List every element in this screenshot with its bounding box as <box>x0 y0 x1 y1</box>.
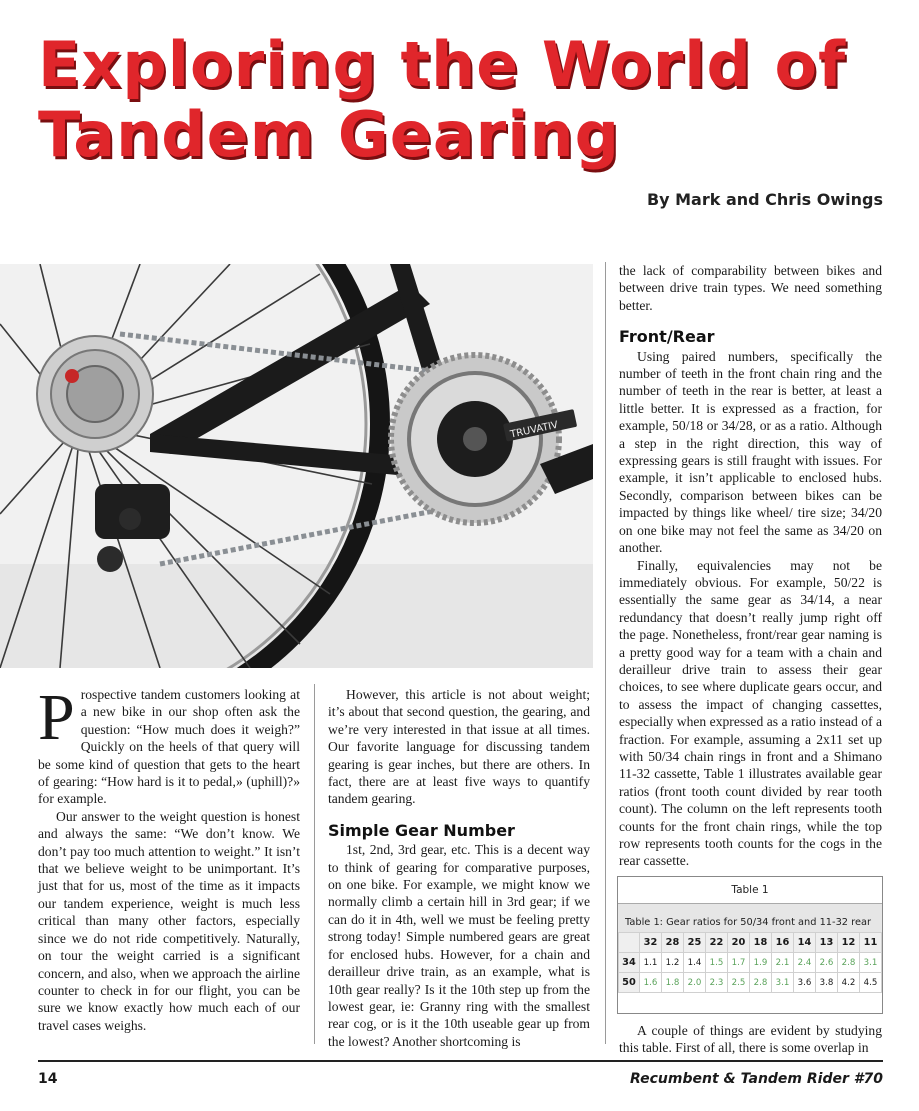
paragraph: the lack of comparability between bikes and between drive train types. We need something better. <box>619 263 882 313</box>
gear-ratio-table <box>617 876 883 1014</box>
cog-header: 32 <box>640 933 662 953</box>
section-heading: Simple Gear Number <box>328 820 515 840</box>
paragraph: Using paired numbers, specifically the number of teeth in the front chain ring and the number of teeth in the rear is better, at least a little better. It is expressed as a fraction, for example, 50/18 or 34/28, or as a ratio. Although a step in the right direction, this way of expressing gears is still fraught with issues. For example, it isn’t applicable to enclosed hubs. Secondly, comparison between bikes can be impacted by things like wheel/ tire size; 34/20 on one bike may not feel the same as 34/20 on another. <box>619 348 882 556</box>
table-caption: Table 1 <box>731 884 769 896</box>
ratio-cell: 2.8 <box>838 953 860 973</box>
ring-header: 34 <box>619 953 640 973</box>
ratio-cell: 2.1 <box>772 953 794 973</box>
ratio-cell: 3.8 <box>816 973 838 993</box>
column-divider <box>314 684 315 1044</box>
ratio-cell: 2.6 <box>816 953 838 973</box>
article-title: Exploring the World of Tandem Gearing <box>38 28 847 171</box>
section-heading: Front/Rear <box>619 327 715 347</box>
column-3 <box>619 262 882 870</box>
ratio-cell: 2.5 <box>728 973 750 993</box>
cog-header: 28 <box>662 933 684 953</box>
paragraph: Our answer to the weight question is honest and always the same: “We don’t know. We don’t pay too much attention to weight.” It isn’t that we believe weight to be unimportant. It’s just that for us, most of the time as it impacts our tandem experience, weight is much less critical than many other factors, especially since we do not ride competitively. Naturally, on tour the weight carried is a significant concern, and also, when we approach the airline counter to check in for our flight, you can be sure we know exactly how much each of our travel cases weighs. <box>38 808 300 1033</box>
ratio-cell: 1.2 <box>662 953 684 973</box>
ratio-cell: 1.8 <box>662 973 684 993</box>
ratio-cell: 3.6 <box>794 973 816 993</box>
column-2 <box>328 686 590 1050</box>
dropcap: P <box>38 681 75 754</box>
chainring-brand-label: TRUVATIV <box>509 419 560 441</box>
cassette <box>37 336 153 452</box>
cog-header: 25 <box>684 933 706 953</box>
cog-header: 11 <box>860 933 882 953</box>
cog-header: 12 <box>838 933 860 953</box>
ratio-cell: 1.1 <box>640 953 662 973</box>
cog-header: 20 <box>728 933 750 953</box>
ratio-cell: 1.5 <box>706 953 728 973</box>
table-row <box>619 953 882 973</box>
ratio-cell: 1.9 <box>750 953 772 973</box>
ratio-cell: 2.8 <box>750 973 772 993</box>
table-corner-cell <box>619 933 640 953</box>
ratio-cell: 2.4 <box>794 953 816 973</box>
paragraph: Finally, equivalencies may not be immediately obvious. For example, 50/22 is essentially the same gear as 34/14, a near redundancy that doesn’t really jump right off the page. Nonetheless, front/rear gear naming is a pretty good way for a team with a chain and derailleur drive train to assess their gear choices, to see where duplicate gears occur, and to assess the impact of changing cassettes, especially when expressed as a ratio instead of a fraction. For example, assuming a 2x11 set up with 50/34 chain rings in front and a Shimano 11-32 cassette, Table 1 illustrates available gear ratios (front tooth count divided by rear tooth count). The column on the left represents tooth counts for the front chain rings, while the top row represents tooth counts for the cogs in the rear cassette. <box>619 557 882 869</box>
column-3-continued <box>619 1022 882 1057</box>
ratio-cell: 2.0 <box>684 973 706 993</box>
paragraph: However, this article is not about weight; it’s about that second question, the gearing, and we’re very interested in that issue at all times. Our favorite language for discussing tandem gearing is gear inches, but there are others. In fact, there are at least five ways to quantify tandem gearing. <box>328 687 590 807</box>
cog-header: 14 <box>794 933 816 953</box>
ratio-cell: 1.4 <box>684 953 706 973</box>
ratio-cell: 2.3 <box>706 973 728 993</box>
table-row <box>619 973 882 993</box>
ring-header: 50 <box>619 973 640 993</box>
ratio-cell: 4.2 <box>838 973 860 993</box>
column-1 <box>38 681 300 1034</box>
paragraph: A couple of things are evident by studying this table. First of all, there is some overlap in <box>619 1023 882 1056</box>
cog-header: 22 <box>706 933 728 953</box>
ratio-cell: 1.6 <box>640 973 662 993</box>
byline: By Mark and Chris Owings <box>646 190 883 209</box>
paragraph: rospective tandem customers looking at a new bike in our shop often ask the question: “How much does it weigh?” Quickly on the heels of that query will be some kind of question that gets to the heart of gearing: “How hard is it to pedal,» (uphill)?» for example. <box>38 687 300 807</box>
ratio-cell: 3.1 <box>860 953 882 973</box>
table-subtitle: Table 1: Gear ratios for 50/34 front and 11-32 rear <box>618 903 882 932</box>
footer-rule <box>38 1060 883 1062</box>
ratio-cell: 3.1 <box>772 973 794 993</box>
ratio-cell: 1.7 <box>728 953 750 973</box>
ratio-cell: 4.5 <box>860 973 882 993</box>
table-header-row <box>619 933 882 953</box>
cog-header: 13 <box>816 933 838 953</box>
magazine-issue: Recumbent & Tandem Rider #70 <box>630 1071 883 1087</box>
cog-header: 16 <box>772 933 794 953</box>
column-divider <box>605 262 606 1044</box>
cog-header: 18 <box>750 933 772 953</box>
page-number: 14 <box>38 1071 58 1087</box>
paragraph: 1st, 2nd, 3rd gear, etc. This is a decent way to think of gearing for comparative purposes, on one bike. For example, we might know we normally climb a certain hill in 3rd gear; if we can do it in 4th, well we must be feeling pretty strong today! Simple numbered gears are great for enclosed hubs. However, for a chain and derailleur drive train, as an example, what is 10th gear really? Is it the 10th step up from the lowest gear, ie: Granny ring with the smallest rear cog, or is it the 10th useable gear up from the lowest? Another shortcoming is <box>328 842 590 1049</box>
bicycle-drivetrain-photo <box>0 264 593 668</box>
